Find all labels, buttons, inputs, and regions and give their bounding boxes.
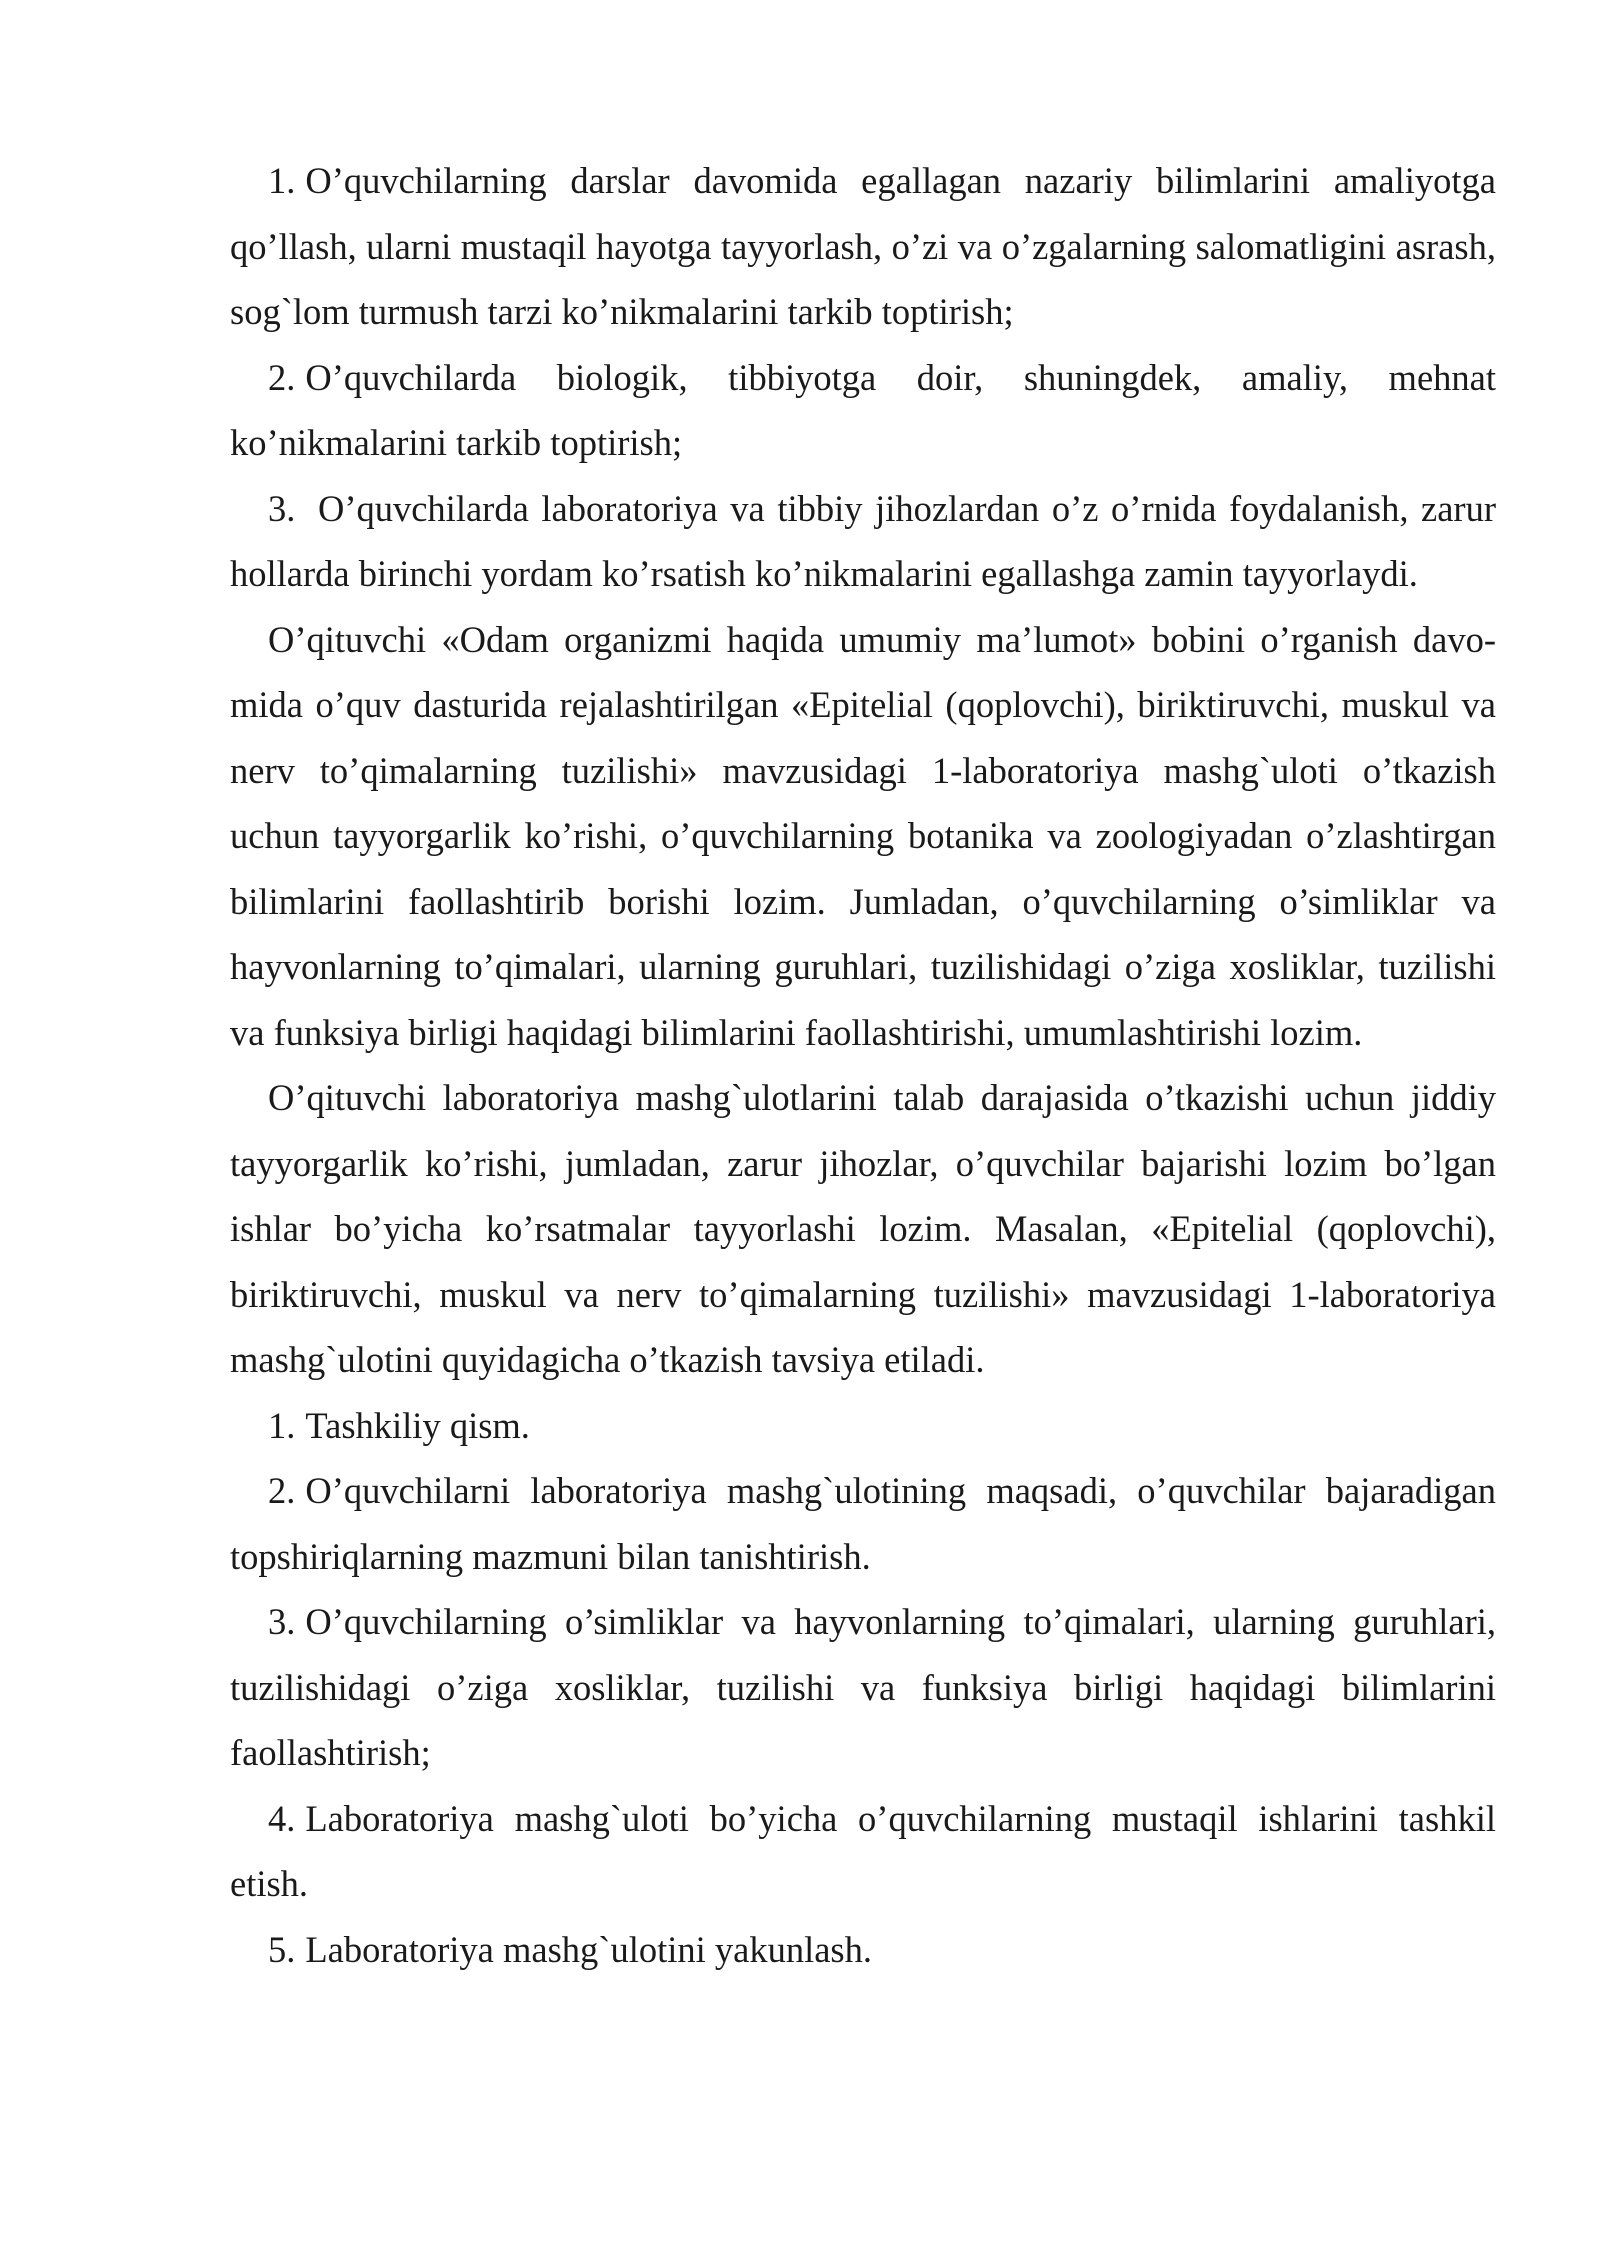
paragraph-text: O’quvchilarning darslar davomida egallagan nazariy bilimlarini amaliyotga qo’llash, ularni mustaqil hayotga tayyorlash, o’zi va o’zgalarning salomatligini asrash, sog`lom turmush tarzi ko’nikmalarini tarkib toptirish; xyxy=(230,160,1496,332)
paragraph-text: O’quvchilarning o’simliklar va hayvonlarning to’qimalari, ularning guruhlari, tuzilishidagi o’ziga xosliklar, tuzilishi va funksiya birligi haqidagi bilimlarini faollashtirish; xyxy=(230,1601,1496,1773)
paragraph-goal-2 xyxy=(230,345,1496,476)
paragraph-text: O’qituvchi «Odam organizmi haqida umumiy ma’lumot» bobini o’rganish davomida o’quv dasturida rejalashtirilgan «Epitelial (qoplovchi), biriktiruvchi, muskul va nerv to’qimalarning tuzilishi» mavzusidagi 1-laboratoriya mashg`uloti o’tkazish uchun tayyorgarlik ko’rishi, o’quvchilarning botanika va zoologiyadan o’zlashtirgan bilimlarini faollashtirib borishi lozim. Jumladan, o’quvchilarning o’simliklar va hayvonlarning to’qimalari, ularning guruhlari, tuzilishidagi o’ziga xosliklar, tuzilishi va funksiya birligi haqidagi bilimlarini faollashtirishi, umumlashtirishi lozim. xyxy=(230,618,1496,1053)
list-number: 5. xyxy=(268,1928,296,1970)
paragraph-goal-1 xyxy=(230,148,1496,345)
paragraph-text: Tashkiliy qism. xyxy=(305,1404,530,1446)
list-number: 3. xyxy=(268,1601,296,1642)
list-number: 2. xyxy=(268,356,296,398)
paragraph-step-5 xyxy=(230,1917,1496,1983)
list-number: 3. xyxy=(268,487,296,529)
paragraph-text: Laboratoriya mashg`uloti bo’yicha o’quvchilarning mustaqil ishlarini tashkil etish. xyxy=(230,1797,1496,1904)
list-number: 1. xyxy=(268,160,296,201)
list-number: 2. xyxy=(268,1470,296,1511)
paragraph-step-3 xyxy=(230,1589,1496,1786)
paragraph-goal-3 xyxy=(230,476,1496,607)
paragraph-step-2 xyxy=(230,1458,1496,1589)
paragraph-text: O’quvchilarni laboratoriya mashg`ulotining maqsadi, o’quvchilar bajaradigan topshiriqlarning mazmuni bilan tanishtirish. xyxy=(230,1470,1496,1577)
paragraph-text: O’qituvchi laboratoriya mashg`ulotlarini talab darajasida o’tkazishi uchun jiddiy tayyorgarlik ko’rishi, jumladan, zarur jihozlar, o’quvchilar bajarishi lozim bo’lgan ishlar bo’yicha ko’rsatmalar tayyorlashi lozim. Masalan, «Epitelial (qoplovchi), biriktiruvchi, muskul va nerv to’qimalarning tuzilishi» mavzusidagi 1-laboratoriya mashg`ulotini quyidagicha o’tkazish tavsiya etiladi. xyxy=(230,1077,1496,1380)
paragraph-lab-conduct xyxy=(230,1065,1496,1393)
paragraph-text: O’quvchilarda biologik, tibbiyotga doir, shuningdek, amaliy, mehnat ko’nikmalarini tarkib toptirish; xyxy=(230,356,1496,463)
paragraph-text: O’quvchilarda laboratoriya va tibbiy jihozlardan o’z o’rnida foydalanish, zarur hollarda birinchi yordam ko’rsatish ko’nikmalarini egallashga zamin tayyorlaydi. xyxy=(230,487,1496,594)
paragraph-text: Laboratoriya mashg`ulotini yakunlash. xyxy=(305,1928,872,1970)
document-page xyxy=(230,148,1496,1982)
paragraph-step-4 xyxy=(230,1786,1496,1917)
paragraph-teacher-preparation xyxy=(230,607,1496,1066)
list-number: 1. xyxy=(268,1404,296,1446)
paragraph-step-1 xyxy=(230,1393,1496,1459)
list-number: 4. xyxy=(268,1797,296,1839)
